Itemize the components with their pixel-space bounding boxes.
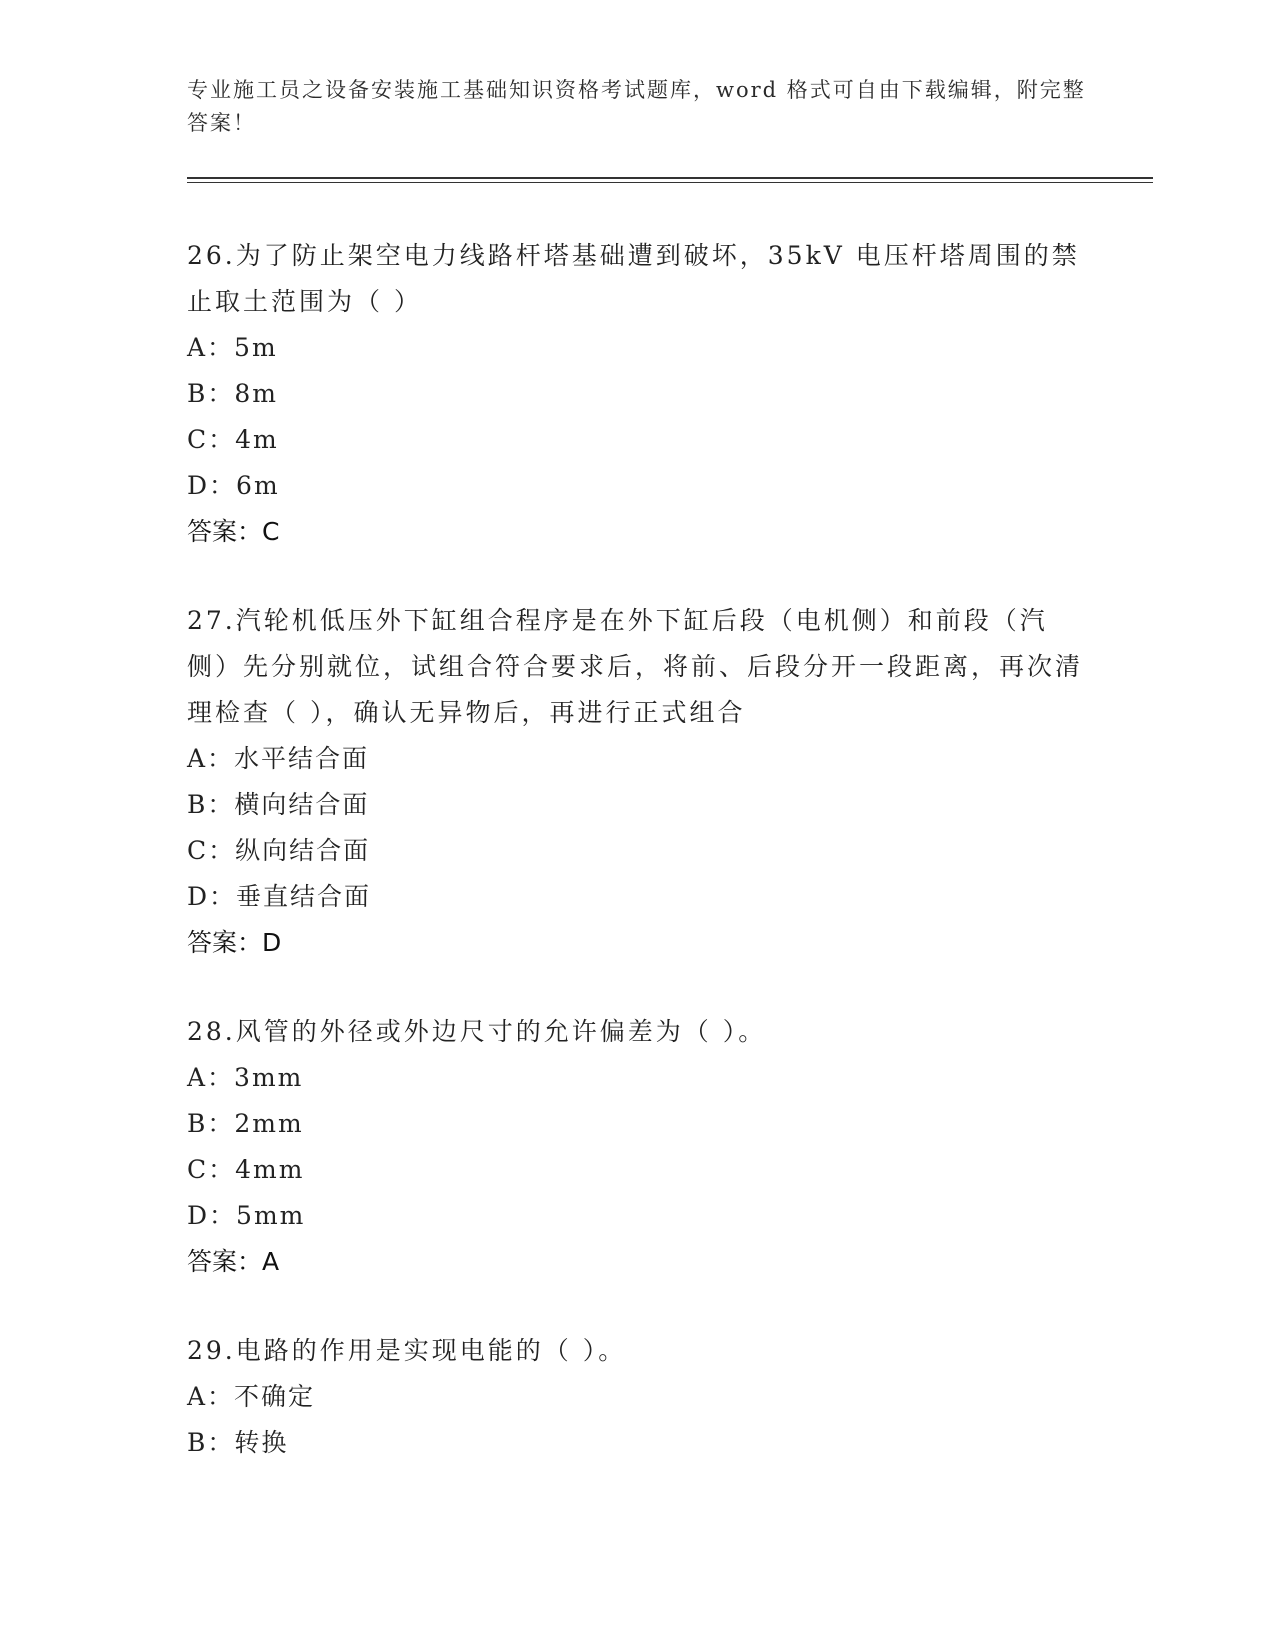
question-27 bbox=[187, 598, 1087, 966]
question-stem: 26.为了防止架空电力线路杆塔基础遭到破坏，35kV 电压杆塔周围的禁止取土范围为（ ） bbox=[187, 241, 1080, 316]
answer-line: 答案：A bbox=[187, 1247, 280, 1276]
option-d: D：垂直结合面 bbox=[187, 882, 372, 911]
question-stem: 28.风管的外径或外边尺寸的允许偏差为（ ）。 bbox=[187, 1017, 767, 1046]
question-stem: 27.汽轮机低压外下缸组合程序是在外下缸后段（电机侧）和前段（汽侧）先分别就位，试组合符合要求后，将前、后段分开一段距离，再次清理检查（ ），确认无异物后，再进行正式组合 bbox=[187, 606, 1084, 727]
option-c: C：纵向结合面 bbox=[187, 836, 371, 865]
question-29 bbox=[187, 1328, 1087, 1466]
option-c: C：4mm bbox=[187, 1155, 305, 1184]
option-a: A：水平结合面 bbox=[187, 744, 370, 773]
option-a: A：不确定 bbox=[187, 1382, 316, 1411]
answer-line: 答案：D bbox=[187, 928, 282, 957]
question-28 bbox=[187, 1009, 1087, 1285]
option-d: D：6m bbox=[187, 471, 280, 500]
question-26 bbox=[187, 233, 1087, 555]
question-stem: 29.电路的作用是实现电能的（ ）。 bbox=[187, 1336, 627, 1365]
option-c: C：4m bbox=[187, 425, 279, 454]
option-a: A：3mm bbox=[187, 1063, 304, 1092]
option-a: A：5m bbox=[187, 333, 278, 362]
header-divider-thin bbox=[187, 182, 1153, 183]
answer-line: 答案：C bbox=[187, 517, 280, 546]
option-b: B：2mm bbox=[187, 1109, 304, 1138]
option-d: D：5mm bbox=[187, 1201, 306, 1230]
option-b: B：横向结合面 bbox=[187, 790, 370, 819]
document-header: 专业施工员之设备安装施工基础知识资格考试题库，word 格式可自由下载编辑，附完整答案！ bbox=[187, 78, 1086, 135]
header-divider-thick bbox=[187, 177, 1153, 179]
option-b: B：8m bbox=[187, 379, 278, 408]
option-b: B：转换 bbox=[187, 1428, 289, 1457]
